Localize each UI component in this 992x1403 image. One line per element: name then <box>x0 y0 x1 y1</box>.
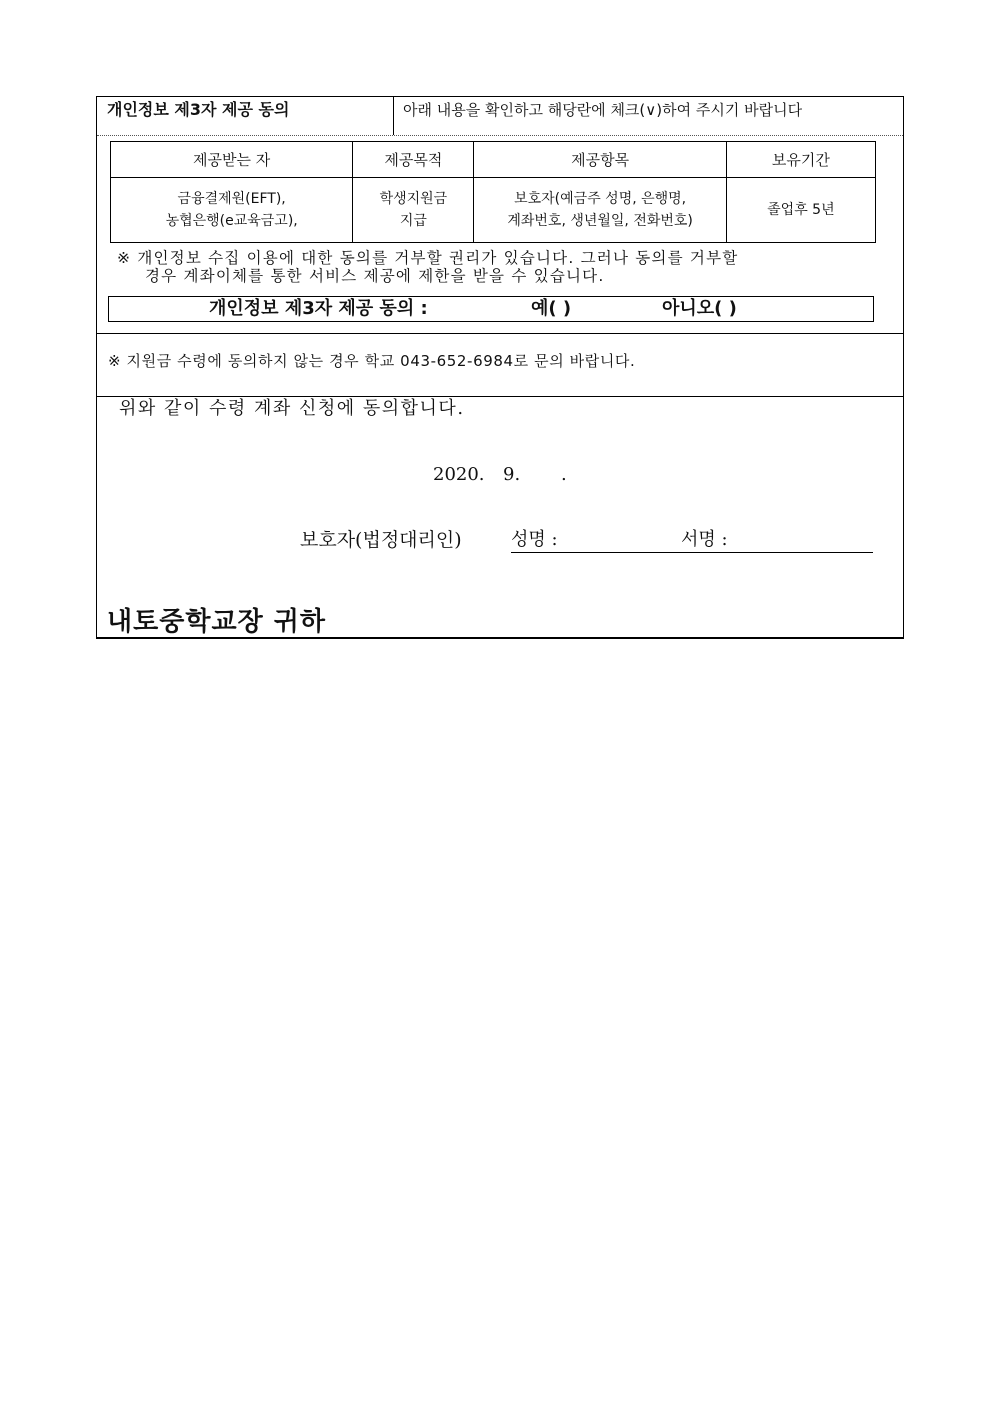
divider <box>97 333 903 334</box>
sign-label: 서명 : <box>681 529 728 550</box>
refusal-notice <box>117 249 897 285</box>
guardian-label: 보호자(법정대리인) <box>300 529 462 551</box>
header-purpose: 제공목적 <box>353 142 474 178</box>
purpose-line: 학생지원금 <box>379 191 448 207</box>
signature-line[interactable] <box>511 527 873 553</box>
consent-box <box>108 296 874 322</box>
purpose-line: 지급 <box>399 213 427 229</box>
table-row <box>111 178 876 243</box>
consent-yes-checkbox[interactable]: 예( ) <box>531 298 572 319</box>
cell-purpose <box>353 178 474 243</box>
consent-no-checkbox[interactable]: 아니오( ) <box>662 298 737 319</box>
recipient-line: 금융결제원(EFT), <box>177 191 286 207</box>
form-title: 개인정보 제3자 제공 동의 <box>97 97 394 135</box>
header-items: 제공항목 <box>474 142 726 178</box>
date-year: 2020. <box>433 464 485 485</box>
inquiry-notice: ※ 지원금 수령에 동의하지 않는 경우 학교 043-652-6984로 문의 바랍니다. <box>108 352 636 370</box>
notice-line: ※ 개인정보 수집 이용에 대한 동의를 거부할 권리가 있습니다. 그러나 동의를 거부할 <box>117 249 739 267</box>
consent-label: 개인정보 제3자 제공 동의 : <box>209 298 428 319</box>
addressee: 내토중학교장 귀하 <box>107 607 326 637</box>
cell-recipient <box>111 178 353 243</box>
table-header-row <box>111 142 876 178</box>
items-line: 계좌번호, 생년월일, 전화번호) <box>507 213 693 229</box>
cell-retention: 졸업후 5년 <box>726 178 875 243</box>
name-label: 성명 : <box>511 529 558 550</box>
recipient-line: 농협은행(e교육금고), <box>165 213 298 229</box>
consent-form <box>96 96 904 639</box>
cell-items <box>474 178 726 243</box>
form-header <box>97 97 903 136</box>
provision-table <box>110 141 876 243</box>
header-retention: 보유기간 <box>726 142 875 178</box>
header-recipient: 제공받는 자 <box>111 142 353 178</box>
agreement-statement: 위와 같이 수령 계좌 신청에 동의합니다. <box>119 398 465 419</box>
date-month: 9. <box>503 464 521 485</box>
form-instruction: 아래 내용을 확인하고 해당란에 체크(∨)하여 주시기 바랍니다 <box>403 101 803 119</box>
items-line: 보호자(예금주 성명, 은행명, <box>514 191 687 207</box>
notice-line: 경우 계좌이체를 통한 서비스 제공에 제한을 받을 수 있습니다. <box>145 267 605 285</box>
date-day: . <box>561 464 567 485</box>
